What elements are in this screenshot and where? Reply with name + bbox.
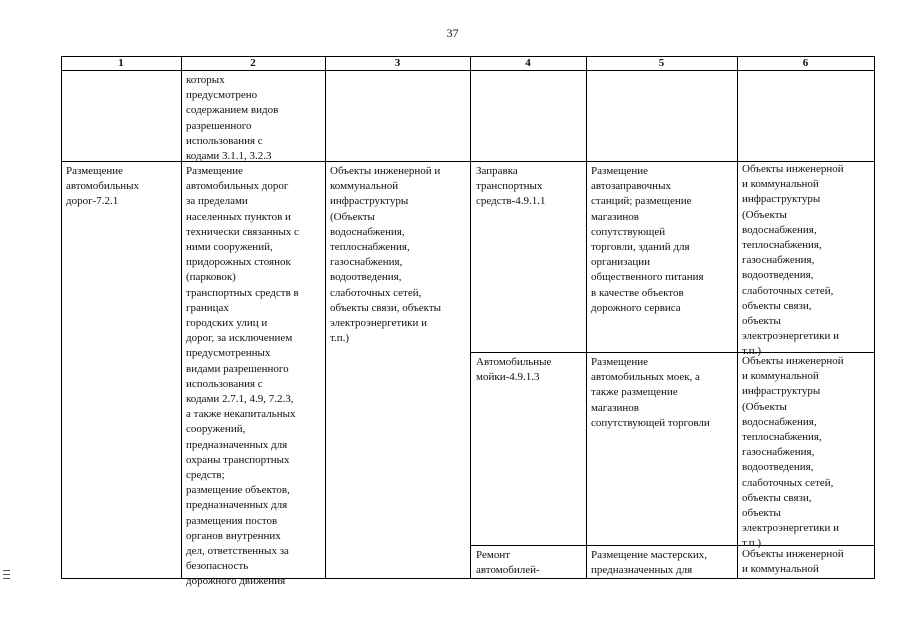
sub-row-1-col6: Объекты инженерной и коммунальной инфраструктуры (Объекты водоснабжения, теплоснабжения, газоснабжения, водоотведения, слаботочных сетей, объекты связи, объекты электроэнергетики и т.п.) [742, 163, 844, 358]
column-divider [325, 56, 326, 579]
sub-row-3-col4: Ремонт автомобилей- [476, 549, 540, 577]
column-header-4: 4 [525, 57, 531, 69]
column-divider [181, 56, 182, 579]
sub-row-2-col6: Объекты инженерной и коммунальной инфраструктуры (Объекты водоснабжения, теплоснабжения, газоснабжения, водоотведения, слаботочных сетей, объекты связи, объекты электроэнергетики и т.п.) [742, 355, 844, 550]
header-row-divider [61, 70, 875, 71]
table-border-left [61, 56, 62, 579]
column-divider [737, 56, 738, 579]
column-header-2: 2 [250, 57, 256, 69]
margin-mark [3, 570, 10, 582]
sub-row-2-col5: Размещение автомобильных моек, а также размещение магазинов сопутствующей торговли [591, 356, 710, 429]
sub-row-3-col6: Объекты инженерной и коммунальной [742, 548, 844, 576]
sub-row-2-col4: Автомобильные мойки-4.9.1.3 [476, 356, 552, 384]
column-header-1: 1 [118, 57, 124, 69]
page-number: 37 [446, 26, 459, 40]
main-row-col3: Объекты инженерной и коммунальной инфраструктуры (Объекты водоснабжения, теплоснабжения, газоснабжения, водоотведения, слаботочных сетей, объекты связи, объекты электроэнергетики и т.п.) [330, 165, 442, 345]
table-border-bottom [61, 578, 875, 579]
sub-row-3-col5: Размещение мастерских, предназначенных для [591, 549, 707, 577]
continuation-cell-col2: которых предусмотрено содержанием видов разрешенного использования с кодами 3.1.1, 3.2.3 [186, 74, 279, 163]
column-divider [586, 56, 587, 579]
column-header-3: 3 [394, 57, 401, 69]
sub-row-1-col4: Заправка транспортных средств-4.9.1.1 [476, 165, 546, 208]
main-row-col2: Размещение автомобильных дорог за пределами населенных пунктов и технически связанных с ними сооружений, придорожных стоянок (парковок) транспортных средств в границах городских улиц и дорог, за исключением предусмотренных видами разрешенного использования с кодами 2.7.1, 4.9, 7.2.3, а также некапитальных сооружений, предназначенных для охраны транспортных средств; размещение объектов, предназначенных для размещения постов органов внутренних дел, ответственных за безопасность дорожного движения [186, 165, 299, 588]
column-header-6: 6 [802, 57, 809, 69]
main-row-col1: Размещение автомобильных дорог-7.2.1 [66, 165, 139, 208]
column-header-5: 5 [658, 57, 665, 69]
table-border-right [874, 56, 875, 579]
column-divider [470, 56, 471, 579]
sub-row-1-col5: Размещение автозаправочных станций; размещение магазинов сопутствующей торговли, зданий для организации общественного питания в качестве объектов дорожного сервиса [591, 165, 704, 314]
